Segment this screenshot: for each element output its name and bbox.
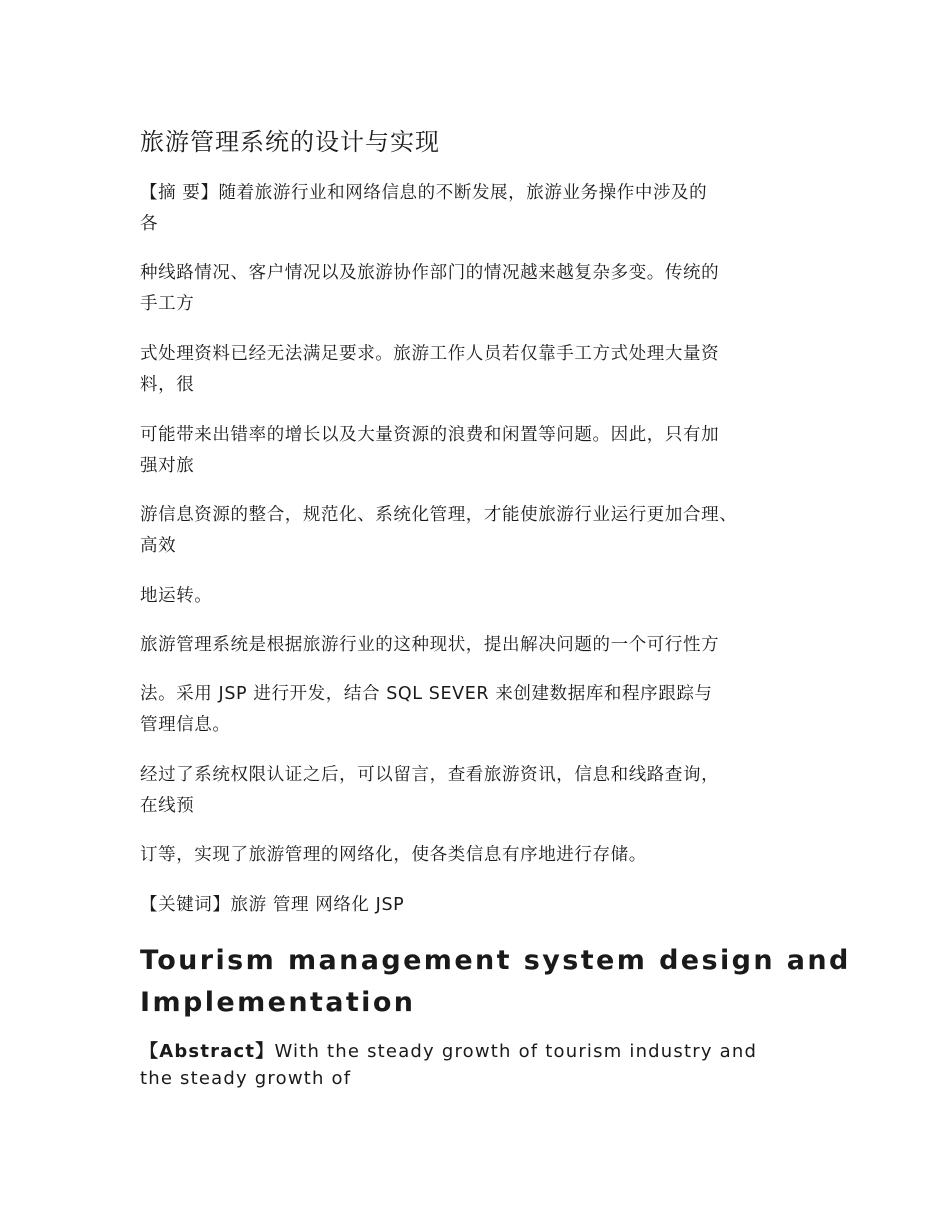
text-line: 经过了系统权限认证之后，可以留言，查看旅游资讯，信息和线路查询， bbox=[140, 765, 720, 785]
abstract-label: 【Abstract】 bbox=[140, 1041, 275, 1062]
text-line: 法。采用 JSP 进行开发，结合 SQL SEVER 来创建数据库和程序跟踪与 bbox=[140, 684, 713, 704]
keywords-line: 【关键词】旅游 管理 网络化 JSP bbox=[140, 895, 405, 915]
abstract-paragraph-9 bbox=[140, 760, 719, 822]
title-line: Implementation bbox=[140, 987, 416, 1018]
text-line: 【摘 要】随着旅游行业和网络信息的不断发展，旅游业务操作中涉及的 bbox=[140, 183, 708, 203]
text-line: 管理信息。 bbox=[140, 715, 231, 735]
abstract-paragraph-1 bbox=[140, 178, 707, 240]
document-title-en bbox=[140, 940, 851, 1024]
abstract-paragraph-6 bbox=[140, 581, 212, 612]
text-line: 种线路情况、客户情况以及旅游协作部门的情况越来越复杂多变。传统的 bbox=[140, 263, 720, 283]
title-line: Tourism management system design and bbox=[140, 945, 851, 976]
text-line: 地运转。 bbox=[140, 586, 213, 606]
abstract-paragraph-3 bbox=[140, 339, 719, 401]
text-line: 各 bbox=[140, 214, 159, 234]
abstract-en bbox=[140, 1038, 757, 1092]
text-line: the steady growth of bbox=[140, 1068, 352, 1089]
abstract-paragraph-10 bbox=[140, 840, 647, 871]
abstract-paragraph-8 bbox=[140, 679, 713, 741]
text-line: 强对旅 bbox=[140, 456, 195, 476]
text-line: 式处理资料已经无法满足要求。旅游工作人员若仅靠手工方式处理大量资 bbox=[140, 344, 720, 364]
text-line: 可能带来出错率的增长以及大量资源的浪费和闲置等问题。因此，只有加 bbox=[140, 425, 720, 445]
document-title-cn: 旅游管理系统的设计与实现 bbox=[140, 128, 440, 156]
abstract-paragraph-7 bbox=[140, 630, 719, 661]
abstract-paragraph-4 bbox=[140, 420, 719, 482]
text-line: 高效 bbox=[140, 536, 177, 556]
text-line: 料，很 bbox=[140, 375, 195, 395]
abstract-paragraph-2 bbox=[140, 258, 719, 320]
text-line: 旅游管理系统是根据旅游行业的这种现状，提出解决问题的一个可行性方 bbox=[140, 635, 720, 655]
text-line bbox=[140, 1038, 757, 1065]
text-line: 在线预 bbox=[140, 796, 195, 816]
text-line: 订等，实现了旅游管理的网络化，使各类信息有序地进行存储。 bbox=[140, 845, 647, 865]
text-line: 手工方 bbox=[140, 294, 195, 314]
abstract-paragraph-5 bbox=[140, 500, 737, 562]
text-line: 游信息资源的整合，规范化、系统化管理，才能使旅游行业运行更加合理、 bbox=[140, 505, 738, 525]
abstract-text: With the steady growth of tourism industry and bbox=[274, 1041, 758, 1062]
